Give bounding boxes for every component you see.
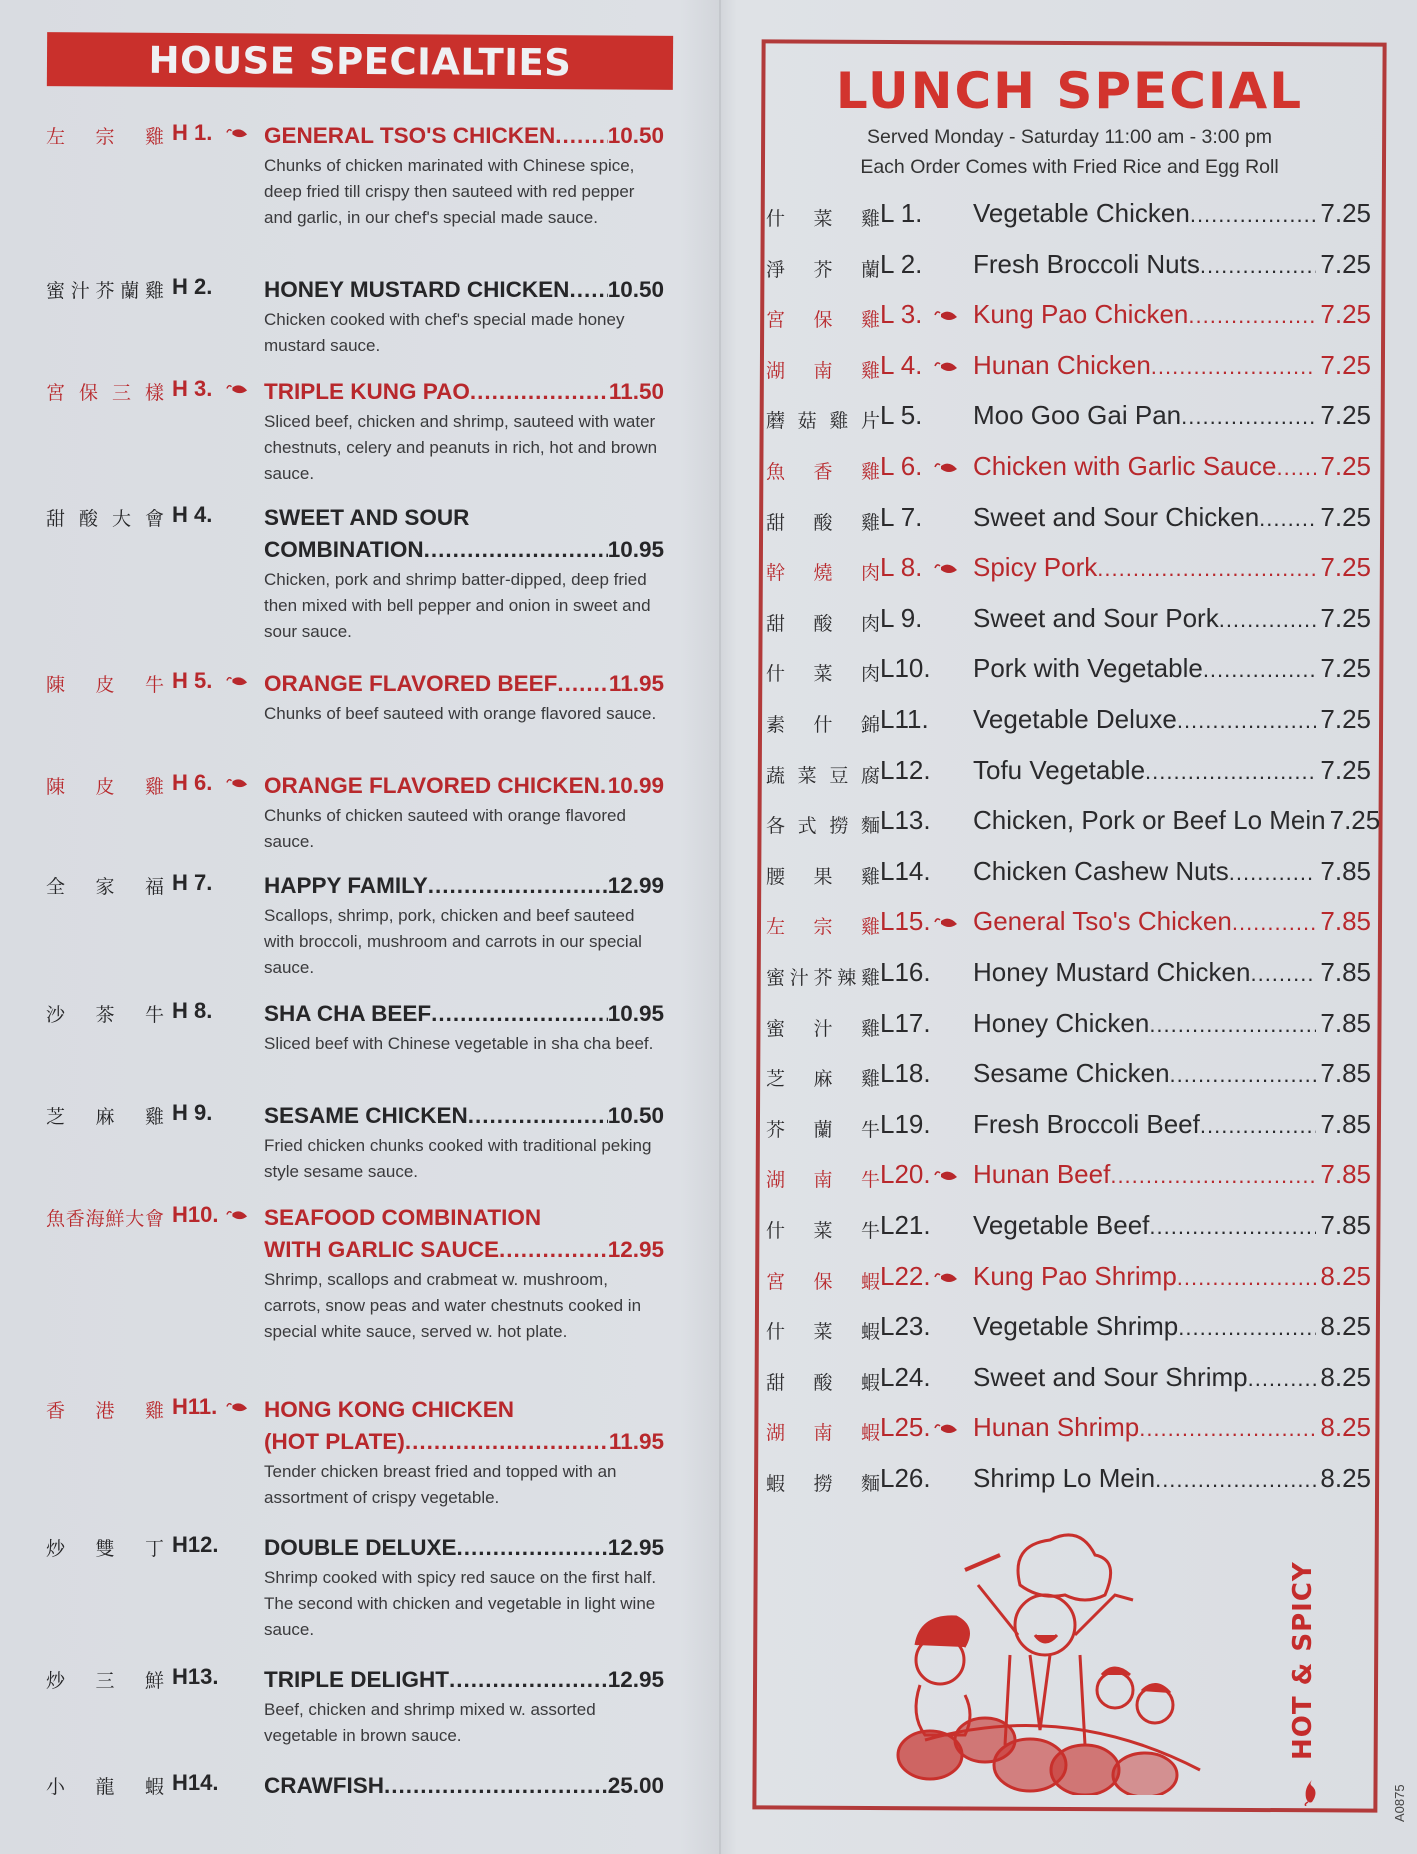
chinese-name: 蔬 菜 豆 腐 xyxy=(766,764,880,787)
item-name: ORANGE FLAVORED BEEF ..... 11.95 xyxy=(264,668,664,700)
chinese-name: 芥 蘭 牛 xyxy=(766,1118,880,1141)
item-code: L22. xyxy=(880,1260,931,1291)
item-name: Chicken with Garlic Sauce ..... 7.25 xyxy=(973,451,1371,482)
item-name: DOUBLE DELUXE ..... 12.95 xyxy=(264,1532,664,1564)
item-name: Vegetable Shrimp ..... 8.25 xyxy=(973,1311,1371,1342)
chili-pepper-icon xyxy=(226,1208,248,1222)
item-price: 7.25 xyxy=(1320,653,1371,684)
item-description: Fried chicken chunks cooked with traditional peking style sesame sauce. xyxy=(264,1136,652,1181)
item-name: Sesame Chicken ..... 7.85 xyxy=(973,1058,1371,1089)
lunch-special-item xyxy=(766,552,1371,592)
item-price: 7.25 xyxy=(1320,198,1371,228)
item-price: 7.85 xyxy=(1320,1058,1371,1089)
item-code: H 9. xyxy=(172,1100,213,1125)
item-name-line2: WITH GARLIC SAUCE ..... 12.95 xyxy=(264,1234,664,1266)
hot-spicy-legend: HOT & SPICY xyxy=(1288,1561,1318,1760)
item-name: SEAFOOD COMBINATION xyxy=(264,1205,542,1230)
item-code: L17. xyxy=(880,1007,931,1038)
chinese-name: 幹 燒 肉 xyxy=(766,562,880,585)
lunch-special-item xyxy=(766,1311,1371,1351)
chili-pepper-icon xyxy=(226,674,248,688)
item-code: L23. xyxy=(880,1311,931,1342)
item-name: Sweet and Sour Pork ..... 7.25 xyxy=(973,603,1371,634)
lunch-special-item xyxy=(766,299,1371,339)
item-code: L14. xyxy=(880,855,931,886)
chinese-name: 炒 三 鮮 xyxy=(46,1670,164,1692)
item-price: 8.25 xyxy=(1320,1361,1371,1392)
lunch-special-item xyxy=(766,502,1371,542)
item-name: Hunan Beef ..... 7.85 xyxy=(973,1159,1371,1190)
item-name: TRIPLE DELIGHT ..... 12.95 xyxy=(264,1664,664,1696)
house-specialties-title: HOUSE SPECIALTIES xyxy=(148,38,572,84)
chili-pepper-icon xyxy=(934,359,958,374)
item-name: Sweet and Sour Shrimp ..... 8.25 xyxy=(973,1362,1371,1393)
item-code: H 7. xyxy=(172,870,213,895)
item-price: 7.85 xyxy=(1320,957,1371,987)
item-description: Sliced beef with Chinese vegetable in sha cha beef. xyxy=(264,1034,654,1053)
item-name: Kung Pao Chicken ..... 7.25 xyxy=(973,299,1371,330)
chinese-name: 甜 酸 蝦 xyxy=(766,1371,880,1394)
item-price: 12.95 xyxy=(607,1535,664,1560)
item-name: GENERAL TSO'S CHICKEN ..... 10.50 xyxy=(264,120,664,152)
chinese-name: 淨 芥 蘭 xyxy=(766,258,880,281)
lunch-special-item xyxy=(766,1008,1371,1048)
chili-pepper-icon xyxy=(934,561,958,576)
chinese-name: 香 港 雞 xyxy=(46,1400,164,1422)
item-code: H 4. xyxy=(172,502,213,527)
chinese-name: 什 菜 蝦 xyxy=(766,1321,880,1344)
item-code: H10. xyxy=(172,1202,219,1227)
item-name: Vegetable Beef ..... 7.85 xyxy=(973,1210,1371,1241)
item-price: 7.25 xyxy=(1320,501,1371,532)
item-description: Chicken, pork and shrimp batter-dipped, deep fried then mixed with bell pepper and onion in sweet and sour sauce. xyxy=(264,570,651,641)
chinese-name: 全 家 福 xyxy=(46,876,164,898)
item-name: SESAME CHICKEN ..... 10.50 xyxy=(264,1100,664,1132)
item-code: L 7. xyxy=(880,501,923,532)
item-name: ORANGE FLAVORED CHICKEN ..... 10.99 xyxy=(264,770,664,802)
chili-pepper-icon xyxy=(934,460,958,475)
item-code: L 3. xyxy=(880,299,923,330)
item-price: 10.95 xyxy=(607,537,664,562)
chinese-name: 宮 保 蝦 xyxy=(766,1270,880,1293)
item-name: Tofu Vegetable ..... 7.25 xyxy=(973,755,1371,786)
lunch-special-item xyxy=(766,906,1371,946)
item-price: 7.85 xyxy=(1320,906,1371,937)
item-name: Kung Pao Shrimp ..... 8.25 xyxy=(973,1261,1371,1292)
item-name: Fresh Broccoli Beef ..... 7.85 xyxy=(973,1109,1371,1140)
item-name: CRAWFISH ..... 25.00 xyxy=(264,1770,664,1802)
item-price: 10.95 xyxy=(607,1001,664,1026)
item-description: Chunks of beef sauteed with orange flavored sauce. xyxy=(264,704,657,723)
item-price: 11.95 xyxy=(608,671,664,696)
chinese-name: 炒 雙 丁 xyxy=(46,1538,164,1560)
lunch-special-item xyxy=(766,1210,1371,1250)
item-price: 7.25 xyxy=(1320,704,1371,734)
chinese-name: 宮 保 三 樣 xyxy=(46,382,164,404)
lunch-special-item xyxy=(766,400,1371,440)
item-price: 7.85 xyxy=(1320,1108,1371,1139)
lunch-special-item xyxy=(766,603,1371,643)
item-code: L12. xyxy=(880,754,931,785)
item-price: 7.25 xyxy=(1320,248,1371,279)
item-code: L11. xyxy=(880,704,929,734)
item-name: Chicken Cashew Nuts ..... 7.85 xyxy=(973,856,1371,887)
item-price: 7.25 xyxy=(1320,754,1371,785)
chili-pepper-icon xyxy=(226,1400,248,1414)
item-name: SWEET AND SOUR xyxy=(264,505,470,530)
chinese-name: 腰 果 雞 xyxy=(766,865,880,888)
item-code: L15. xyxy=(880,906,931,937)
item-price: 7.25 xyxy=(1320,552,1371,583)
item-price: 11.50 xyxy=(608,379,664,404)
item-description: Scallops, shrimp, pork, chicken and beef sauteed with broccoli, mushroom and carrots in our special sauce. xyxy=(264,906,642,977)
chinese-name: 左 宗 雞 xyxy=(766,916,880,939)
item-name: Shrimp Lo Mein ..... 8.25 xyxy=(973,1463,1371,1494)
item-name: SHA CHA BEEF ..... 10.95 xyxy=(264,998,664,1030)
chinese-name: 魚 香 海 鮮 大 會 xyxy=(46,1208,164,1230)
item-name: Honey Mustard Chicken ..... 7.85 xyxy=(973,957,1371,988)
item-price: 25.00 xyxy=(607,1773,664,1798)
chili-pepper-icon xyxy=(934,915,958,930)
item-price: 12.99 xyxy=(607,873,664,898)
item-code: L 2. xyxy=(880,248,923,279)
item-code: H 2. xyxy=(172,274,213,299)
item-name-line2: (HOT PLATE) ..... 11.95 xyxy=(264,1426,664,1458)
item-code: H 1. xyxy=(172,120,213,145)
item-description: Chicken cooked with chef's special made honey mustard sauce. xyxy=(264,310,625,355)
item-name-line2: COMBINATION ..... 10.95 xyxy=(264,534,664,566)
chinese-name: 左 宗 雞 xyxy=(46,126,164,148)
chinese-name: 陳 皮 牛 xyxy=(46,674,164,696)
item-price: 10.50 xyxy=(607,123,664,148)
item-code: H12. xyxy=(172,1532,219,1557)
chinese-name: 蘑 菇 雞 片 xyxy=(766,410,880,433)
item-price: 7.25 xyxy=(1320,451,1371,481)
chinese-name: 甜 酸 雞 xyxy=(766,511,880,534)
item-description: Beef, chicken and shrimp mixed w. assorted vegetable in brown sauce. xyxy=(264,1700,596,1745)
chinese-name: 宮 保 雞 xyxy=(766,309,880,332)
chinese-name: 蝦 撈 麵 xyxy=(766,1473,880,1495)
lunch-special-title: LUNCH SPECIAL xyxy=(835,62,1304,120)
item-price: 7.85 xyxy=(1320,1159,1371,1190)
house-specialties-header xyxy=(47,32,673,90)
chili-pepper-icon xyxy=(934,1270,958,1285)
item-code: L 9. xyxy=(880,602,923,633)
chinese-name: 小 龍 蝦 xyxy=(46,1776,164,1798)
chinese-name: 芝 麻 雞 xyxy=(46,1106,164,1128)
lunch-special-item xyxy=(766,1362,1371,1402)
item-code: L21. xyxy=(880,1210,931,1240)
lunch-special-item xyxy=(766,1261,1371,1301)
item-price: 12.95 xyxy=(607,1237,664,1262)
chinese-name: 湖 南 蝦 xyxy=(766,1422,880,1445)
item-price: 7.85 xyxy=(1320,855,1371,886)
chinese-name: 蜜 汁 雞 xyxy=(766,1017,880,1040)
item-price: 10.99 xyxy=(607,773,664,798)
chili-pepper-icon xyxy=(226,776,248,790)
item-price: 7.25 xyxy=(1320,602,1371,633)
lunch-special-hours: Served Monday - Saturday 11:00 am - 3:00 pm xyxy=(866,126,1272,148)
item-name: Hunan Chicken ..... 7.25 xyxy=(973,350,1371,381)
item-code: L24. xyxy=(880,1361,931,1392)
item-code: L25. xyxy=(880,1412,931,1443)
item-name: TRIPLE KUNG PAO ..... 11.50 xyxy=(264,376,664,408)
item-code: H 5. xyxy=(172,668,213,693)
print-code: A0875 xyxy=(1392,1784,1407,1822)
item-description: Shrimp, scallops and crabmeat w. mushroom, carrots, snow peas and water chestnuts cooked in special white sauce, served w. hot plate. xyxy=(264,1270,642,1341)
item-price: 8.25 xyxy=(1320,1311,1371,1342)
lunch-special-note: Each Order Comes with Fried Rice and Egg Roll xyxy=(860,156,1279,178)
item-code: L19. xyxy=(880,1108,931,1139)
item-code: H 6. xyxy=(172,770,213,795)
item-description: Tender chicken breast fried and topped with an assortment of crispy vegetable. xyxy=(264,1462,617,1507)
item-description: Sliced beef, chicken and shrimp, sauteed with water chestnuts, celery and peanuts in rich, hot and brown sauce. xyxy=(264,412,658,483)
chinese-name: 沙 茶 牛 xyxy=(46,1004,164,1026)
lunch-special-item xyxy=(766,451,1371,491)
lunch-special-item xyxy=(766,1159,1371,1199)
lunch-special-item xyxy=(766,1109,1371,1149)
item-code: H 3. xyxy=(172,376,213,401)
lunch-special-item xyxy=(766,704,1371,744)
chinese-name: 蜜 汁 芥 辣 雞 xyxy=(766,967,880,989)
item-price: 8.25 xyxy=(1320,1260,1371,1291)
chili-pepper-icon xyxy=(226,126,248,140)
chinese-name: 湖 南 雞 xyxy=(766,359,880,382)
item-code: L18. xyxy=(880,1058,931,1089)
item-code: H14. xyxy=(172,1770,219,1795)
item-price: 7.25 xyxy=(1320,299,1371,330)
item-price: 12.95 xyxy=(607,1667,664,1692)
chinese-name: 什 菜 肉 xyxy=(766,663,880,686)
item-code: L 8. xyxy=(880,552,923,583)
item-code: L 5. xyxy=(880,400,923,431)
chinese-name: 什 菜 牛 xyxy=(766,1220,880,1242)
chili-pepper-icon xyxy=(1300,1776,1322,1806)
chinese-name: 陳 皮 雞 xyxy=(46,776,164,798)
lunch-special-item xyxy=(766,249,1371,289)
item-name: Vegetable Deluxe ..... 7.25 xyxy=(973,704,1371,735)
item-name: Vegetable Chicken ..... 7.25 xyxy=(973,198,1371,229)
item-price: 7.25 xyxy=(1320,400,1371,431)
chinese-name: 魚 香 雞 xyxy=(766,461,880,483)
item-code: L20. xyxy=(880,1159,931,1190)
item-description: Shrimp cooked with spicy red sauce on the first half. The second with chicken and vegetable in light wine sauce. xyxy=(264,1568,657,1639)
chinese-name: 甜 酸 大 會 xyxy=(46,508,164,530)
item-code: L16. xyxy=(880,957,931,987)
item-code: L13. xyxy=(880,805,931,836)
chinese-name: 甜 酸 肉 xyxy=(766,612,880,635)
item-price: 8.25 xyxy=(1320,1412,1371,1443)
item-name: Pork with Vegetable ..... 7.25 xyxy=(973,653,1371,684)
lunch-special-item xyxy=(766,1412,1371,1452)
lunch-special-item xyxy=(766,1058,1371,1098)
menu-fold-line xyxy=(719,0,721,1854)
item-code: L 6. xyxy=(880,451,923,481)
item-name: HAPPY FAMILY ..... 12.99 xyxy=(264,870,664,902)
item-name: Chicken, Pork or Beef Lo Mein 7.25 xyxy=(973,805,1381,836)
lunch-special-item xyxy=(766,350,1371,390)
item-name: Moo Goo Gai Pan ..... 7.25 xyxy=(973,400,1371,431)
chinese-name: 素 什 錦 xyxy=(766,714,880,736)
item-name: General Tso's Chicken ..... 7.85 xyxy=(973,906,1371,937)
item-price: 7.85 xyxy=(1320,1007,1371,1038)
item-code: L10. xyxy=(880,653,931,684)
item-price: 7.25 xyxy=(1329,805,1381,836)
item-price: 10.50 xyxy=(607,1103,664,1128)
item-code: L26. xyxy=(880,1463,931,1493)
chinese-name: 蜜 汁 芥 蘭 雞 xyxy=(46,280,164,302)
item-name: Spicy Pork ..... 7.25 xyxy=(973,552,1371,583)
item-description: Chunks of chicken marinated with Chinese spice, deep fried till crispy then sauteed with red pepper and garlic, in our chef's special made sauce. xyxy=(264,156,635,227)
chef-family-illustration xyxy=(870,1525,1210,1795)
item-price: 7.25 xyxy=(1320,349,1371,380)
chinese-name: 芝 麻 雞 xyxy=(766,1068,880,1091)
item-price: 11.95 xyxy=(608,1429,664,1454)
item-name: Sweet and Sour Chicken ..... 7.25 xyxy=(973,502,1371,533)
lunch-special-item xyxy=(766,1463,1371,1503)
item-code: H13. xyxy=(172,1664,219,1689)
item-name: Hunan Shrimp ..... 8.25 xyxy=(973,1412,1371,1443)
item-description: Chunks of chicken sauteed with orange flavored sauce. xyxy=(264,806,626,851)
chili-pepper-icon xyxy=(934,1168,958,1183)
item-name: Fresh Broccoli Nuts ..... 7.25 xyxy=(973,249,1371,280)
item-code: L 4. xyxy=(880,349,923,380)
chinese-name: 各 式 撈 麵 xyxy=(766,815,880,838)
chinese-name: 湖 南 牛 xyxy=(766,1169,880,1192)
chili-pepper-icon xyxy=(934,308,958,323)
item-name: HONG KONG CHICKEN xyxy=(264,1397,515,1422)
item-code: H11. xyxy=(172,1394,218,1419)
lunch-special-item xyxy=(766,856,1371,896)
lunch-special-item xyxy=(766,198,1371,238)
chili-pepper-icon xyxy=(226,382,248,396)
item-code: L 1. xyxy=(880,198,923,228)
lunch-special-item xyxy=(766,957,1371,997)
item-name: Honey Chicken ..... 7.85 xyxy=(973,1008,1371,1039)
chinese-name: 什 菜 雞 xyxy=(766,208,880,230)
lunch-special-item xyxy=(766,805,1381,845)
item-price: 7.85 xyxy=(1320,1210,1371,1240)
item-name: HONEY MUSTARD CHICKEN ..... 10.50 xyxy=(264,274,664,306)
item-code: H 8. xyxy=(172,998,213,1023)
lunch-special-item xyxy=(766,755,1371,795)
lunch-special-item xyxy=(766,653,1371,693)
item-price: 8.25 xyxy=(1320,1463,1371,1493)
chili-pepper-icon xyxy=(934,1421,958,1436)
item-price: 10.50 xyxy=(607,277,664,302)
